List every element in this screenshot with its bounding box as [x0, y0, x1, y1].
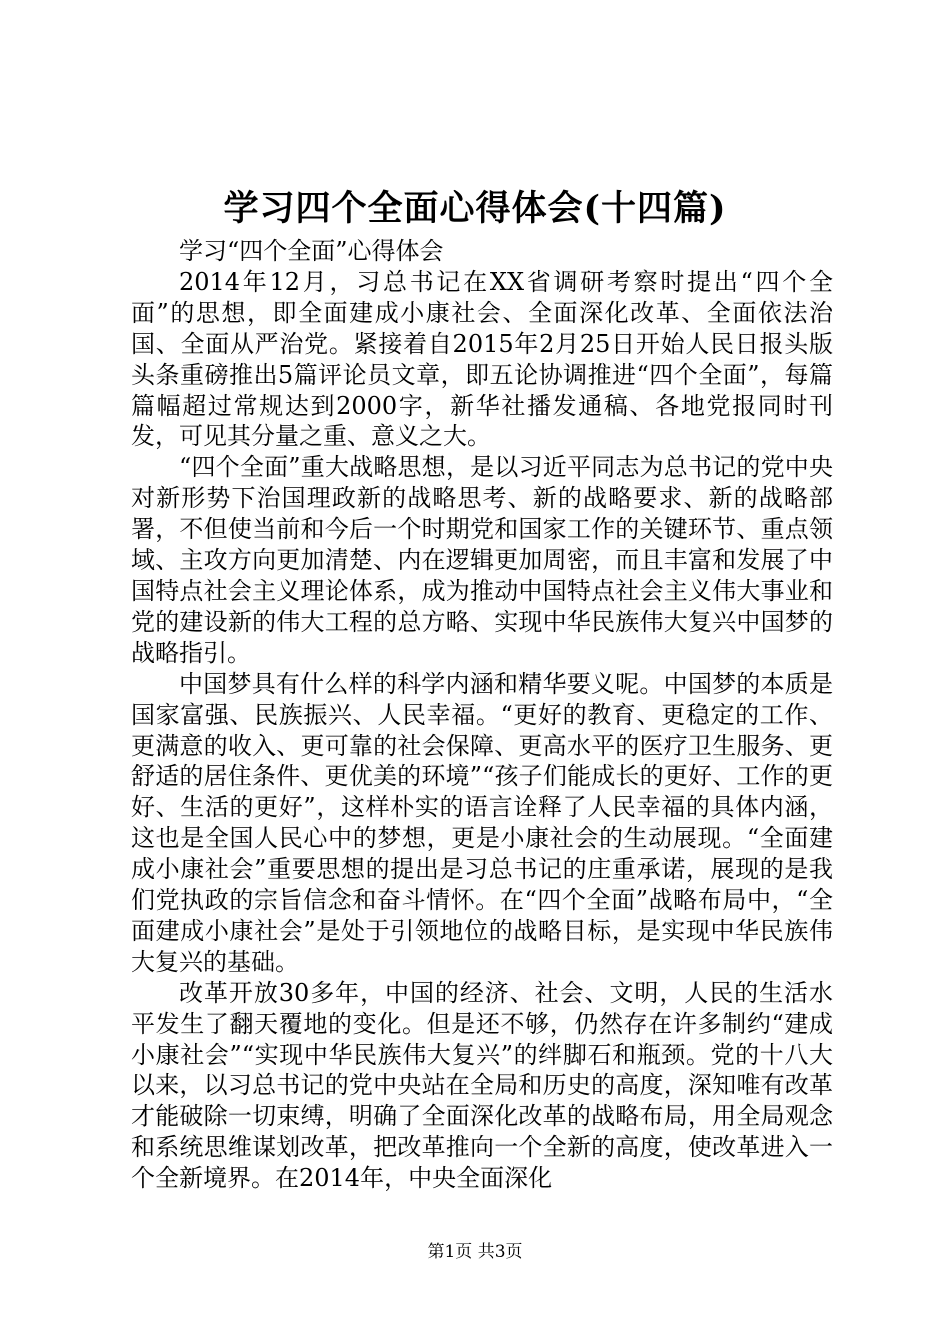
- paragraph-2: “四个全面”重大战略思想，是以习近平同志为总书记的党中央对新形势下治国理政新的战略思考、新的战略要求、新的战略部署，不但使当前和今后一个时期党和国家工作的关键环节、重点领域、主攻方向更加清楚、内在逻辑更加周密，而且丰富和发展了中国特点社会主义理论体系，成为推动中国特点社会主义伟大事业和党的建设新的伟大工程的总方略、实现中华民族伟大复兴中国梦的战略指引。: [131, 453, 833, 667]
- page-footer: 第1页 共3页: [427, 1242, 523, 1262]
- paragraph-4: 改革开放30多年，中国的经济、社会、文明，人民的生活水平发生了翻天覆地的变化。但是还不够，仍然存在许多制约“建成小康社会”“实现中华民族伟大复兴”的绊脚石和瓶颈。党的十八大以来，以习总书记的党中央站在全局和历史的高度，深知唯有改革才能破除一切束缚，明确了全面深化改革的战略布局，用全局观念和系统思维谋划改革，把改革推向一个全新的高度，使改革进入一个全新境界。在2014年，中央全面深化: [131, 978, 833, 1193]
- document-body: [131, 236, 833, 1194]
- document-subtitle: 学习“四个全面”心得体会: [179, 237, 444, 265]
- document-title: 学习四个全面心得体会(十四篇): [223, 188, 727, 229]
- paragraph-1: 2014年12月，习总书记在XX省调研考察时提出“四个全面”的思想，即全面建成小康社会、全面深化改革、全面依法治国、全面从严治党。紧接着自2015年2月25日开始人民日报头版头条重磅推出5篇评论员文章，即五论协调推进“四个全面”，每篇篇幅超过常规达到2000字，新华社播发通稿、各地党报同时刊发，可见其分量之重、意义之大。: [131, 267, 833, 451]
- paragraph-3: 中国梦具有什么样的科学内涵和精华要义呢。中国梦的本质是国家富强、民族振兴、人民幸福。“更好的教育、更稳定的工作、更满意的收入、更可靠的社会保障、更高水平的医疗卫生服务、更舒适的居住条件、更优美的环境”“孩子们能成长的更好、工作的更好、生活的更好”，这样朴实的语言诠释了人民幸福的具体内涵，这也是全国人民心中的梦想，更是小康社会的生动展现。“全面建成小康社会”重要思想的提出是习总书记的庄重承诺，展现的是我们党执政的宗旨信念和奋斗情怀。在“四个全面”战略布局中，“全面建成小康社会”是处于引领地位的战略目标，是实现中华民族伟大复兴的基础。: [131, 669, 833, 976]
